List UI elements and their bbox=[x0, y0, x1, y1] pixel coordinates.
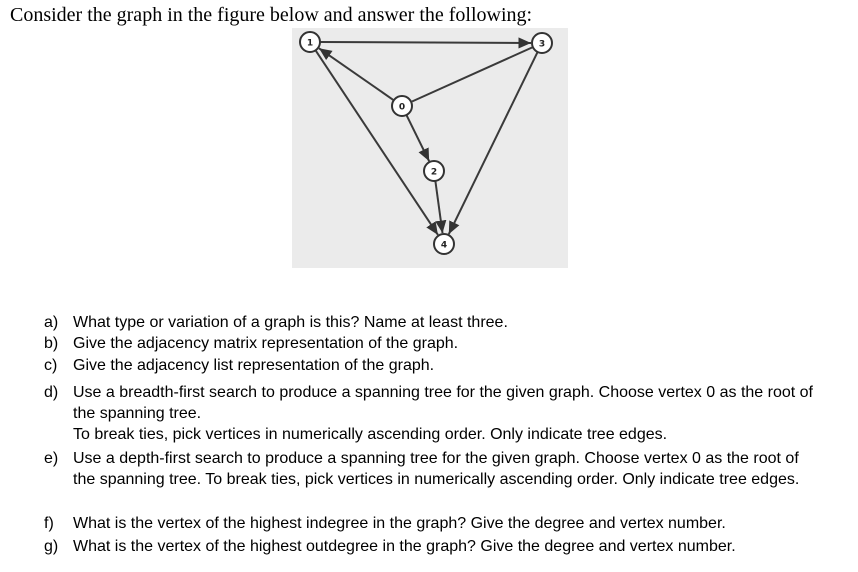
question-text: the spanning tree. bbox=[73, 405, 202, 422]
vertex-0 bbox=[392, 96, 412, 116]
question-label: a) bbox=[44, 314, 59, 331]
edge-0-2 bbox=[406, 115, 429, 161]
question-text: Give the adjacency matrix representation of the graph. bbox=[73, 335, 459, 352]
question-text: What type or variation of a graph is this? Name at least three. bbox=[73, 314, 508, 331]
question-label: d) bbox=[44, 384, 59, 401]
question-label: b) bbox=[44, 335, 59, 352]
question-text: Use a breadth-first search to produce a spanning tree for the given graph. Choose vertex 0 as the root of bbox=[73, 384, 813, 401]
question-text: To break ties, pick vertices in numerically ascending order. Only indicate tree edges. bbox=[73, 426, 668, 443]
intro-text: Consider the graph in the figure below and answer the following: bbox=[10, 4, 533, 26]
vertex-3 bbox=[532, 33, 552, 53]
question-text: What is the vertex of the highest outdegree in the graph? Give the degree and vertex number. bbox=[73, 538, 736, 555]
question-label: f) bbox=[44, 515, 54, 532]
question-text: the spanning tree. To break ties, pick vertices in numerically ascending order. Only indicate tree edges. bbox=[73, 471, 800, 488]
graph-diagram bbox=[292, 28, 568, 268]
vertex-label: 1 bbox=[306, 38, 314, 49]
question-text: Use a depth-first search to produce a spanning tree for the given graph. Choose vertex 0 as the root of bbox=[73, 450, 799, 467]
vertex-label: 0 bbox=[398, 102, 406, 113]
question-label: e) bbox=[44, 450, 59, 467]
graph-figure bbox=[292, 28, 568, 268]
vertex-2 bbox=[424, 161, 444, 181]
vertex-4 bbox=[434, 234, 454, 254]
vertex-1 bbox=[300, 32, 320, 52]
edge-3-0 bbox=[412, 47, 533, 101]
vertex-label: 2 bbox=[430, 167, 438, 178]
edge-2-4 bbox=[435, 181, 442, 233]
vertex-label: 3 bbox=[538, 39, 546, 50]
question-text: What is the vertex of the highest indegree in the graph? Give the degree and vertex number. bbox=[73, 515, 726, 532]
question-label: g) bbox=[44, 538, 59, 555]
question-label: c) bbox=[44, 357, 58, 374]
question-text: Give the adjacency list representation of the graph. bbox=[73, 357, 435, 374]
edge-1-3 bbox=[320, 42, 531, 43]
vertex-label: 4 bbox=[440, 240, 448, 251]
